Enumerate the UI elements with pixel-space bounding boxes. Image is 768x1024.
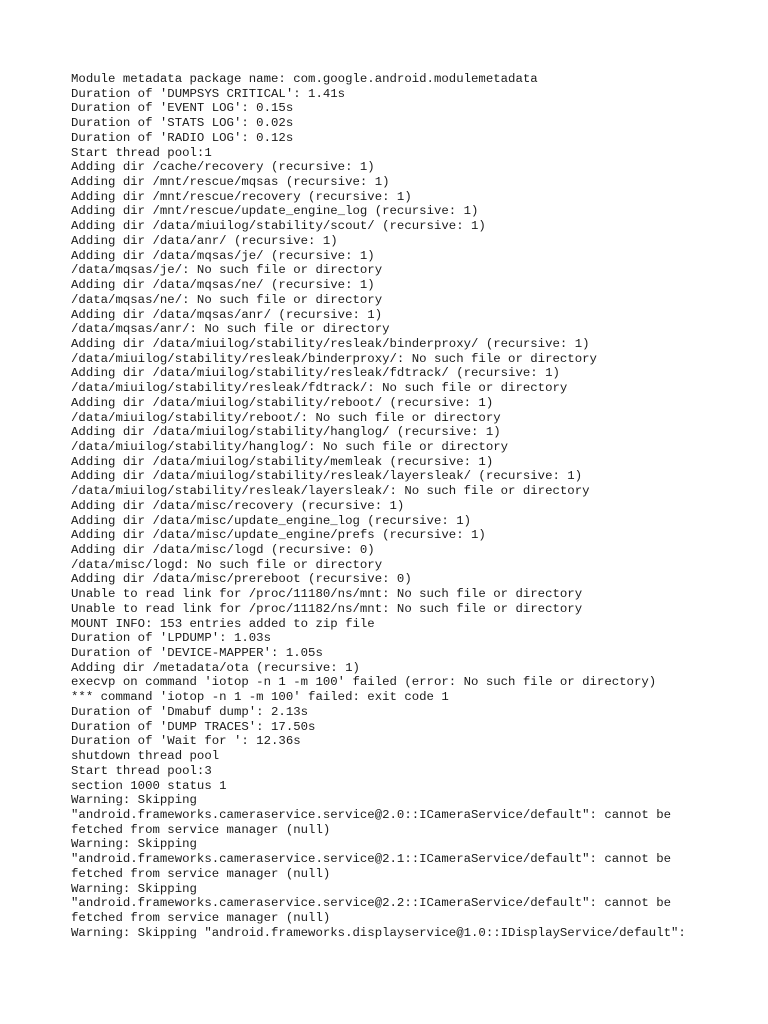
log-line: Start thread pool:1: [71, 145, 212, 160]
log-line: Adding dir /cache/recovery (recursive: 1): [71, 160, 375, 175]
log-line: Adding dir /data/miuilog/stability/memleak (recursive: 1): [71, 454, 494, 469]
log-line: /data/miuilog/stability/resleak/binderproxy/: No such file or directory: [71, 351, 597, 366]
log-line: Adding dir /data/miuilog/stability/scout/ (recursive: 1): [71, 219, 486, 234]
log-line: *** command 'iotop -n 1 -m 100' failed: exit code 1: [71, 690, 449, 705]
log-line: Adding dir /metadata/ota (recursive: 1): [71, 660, 360, 675]
log-line: Warning: Skipping: [71, 793, 197, 808]
log-line: /data/miuilog/stability/resleak/fdtrack/: No such file or directory: [71, 381, 568, 396]
log-line: Adding dir /mnt/rescue/mqsas (recursive: 1): [71, 175, 390, 190]
log-line: MOUNT INFO: 153 entries added to zip file: [71, 616, 375, 631]
log-line: /data/mqsas/je/: No such file or directory: [71, 263, 383, 278]
log-line: Adding dir /data/misc/update_engine_log (recursive: 1): [71, 513, 472, 528]
log-line: Module metadata package name: com.google.android.modulemetadata: [71, 72, 538, 86]
log-line: Duration of 'EVENT LOG': 0.15s: [71, 101, 294, 116]
log-line: Duration of 'DEVICE-MAPPER': 1.05s: [71, 646, 323, 661]
log-line: section 1000 status 1: [71, 778, 227, 793]
log-line: Warning: Skipping: [71, 881, 197, 896]
log-line: Adding dir /data/miuilog/stability/reboot/ (recursive: 1): [71, 395, 494, 410]
log-line: /data/miuilog/stability/resleak/layersleak/: No such file or directory: [71, 484, 590, 499]
log-line: Duration of 'Dmabuf dump': 2.13s: [71, 704, 309, 719]
log-line: fetched from service manager (null): [71, 910, 331, 925]
log-line: Adding dir /data/misc/update_engine/prefs (recursive: 1): [71, 528, 486, 543]
log-line: Duration of 'Wait for ': 12.36s: [71, 734, 301, 749]
log-line: Adding dir /data/miuilog/stability/resleak/binderproxy/ (recursive: 1): [71, 336, 590, 351]
log-line: Adding dir /data/misc/logd (recursive: 0): [71, 543, 375, 557]
log-line: Adding dir /data/miuilog/stability/resleak/fdtrack/ (recursive: 1): [71, 366, 560, 381]
log-line: Duration of 'LPDUMP': 1.03s: [71, 631, 272, 646]
log-line: /data/mqsas/anr/: No such file or directory: [71, 322, 390, 337]
log-line: Adding dir /data/miuilog/stability/resleak/layersleak/ (recursive: 1): [71, 469, 583, 484]
log-line: "android.frameworks.cameraservice.service@2.1::ICameraService/default": cannot be: [71, 852, 672, 867]
log-line: Warning: Skipping "android.frameworks.displayservice@1.0::IDisplayService/default":: [71, 925, 686, 940]
log-line: Adding dir /mnt/rescue/update_engine_log (recursive: 1): [71, 204, 479, 219]
log-line: /data/miuilog/stability/reboot/: No such file or directory: [71, 410, 501, 425]
log-line: Duration of 'RADIO LOG': 0.12s: [71, 130, 294, 145]
log-line: Adding dir /data/miuilog/stability/hanglog/ (recursive: 1): [71, 425, 501, 440]
log-line: shutdown thread pool: [71, 749, 220, 764]
log-line: /data/miuilog/stability/hanglog/: No such file or directory: [71, 439, 509, 454]
log-line: fetched from service manager (null): [71, 822, 331, 837]
log-text-block: [71, 72, 731, 940]
log-line: Adding dir /data/mqsas/anr/ (recursive: 1): [71, 307, 383, 322]
log-line: Adding dir /data/mqsas/ne/ (recursive: 1): [71, 278, 375, 293]
log-line: execvp on command 'iotop -n 1 -m 100' failed (error: No such file or directory): [71, 675, 657, 690]
log-line: Adding dir /data/misc/recovery (recursive: 1): [71, 498, 405, 513]
log-line: Duration of 'DUMP TRACES': 17.50s: [71, 719, 316, 734]
log-line: "android.frameworks.cameraservice.service@2.0::ICameraService/default": cannot be: [71, 807, 672, 822]
log-line: Adding dir /data/misc/prereboot (recursive: 0): [71, 572, 412, 587]
log-line: Adding dir /data/mqsas/je/ (recursive: 1): [71, 248, 375, 263]
log-line: "android.frameworks.cameraservice.service@2.2::ICameraService/default": cannot be: [71, 896, 672, 911]
log-line: Duration of 'STATS LOG': 0.02s: [71, 116, 294, 131]
log-line: Adding dir /mnt/rescue/recovery (recursive: 1): [71, 189, 412, 204]
log-line: Unable to read link for /proc/11182/ns/mnt: No such file or directory: [71, 601, 583, 616]
log-line: Duration of 'DUMPSYS CRITICAL': 1.41s: [71, 86, 346, 101]
log-line: Adding dir /data/anr/ (recursive: 1): [71, 233, 338, 248]
log-line: /data/misc/logd: No such file or directory: [71, 557, 383, 572]
log-line: Unable to read link for /proc/11180/ns/mnt: No such file or directory: [71, 587, 583, 602]
log-line: fetched from service manager (null): [71, 866, 331, 881]
log-line: Start thread pool:3: [71, 763, 212, 778]
log-line: /data/mqsas/ne/: No such file or directory: [71, 292, 383, 307]
log-line: Warning: Skipping: [71, 837, 197, 852]
